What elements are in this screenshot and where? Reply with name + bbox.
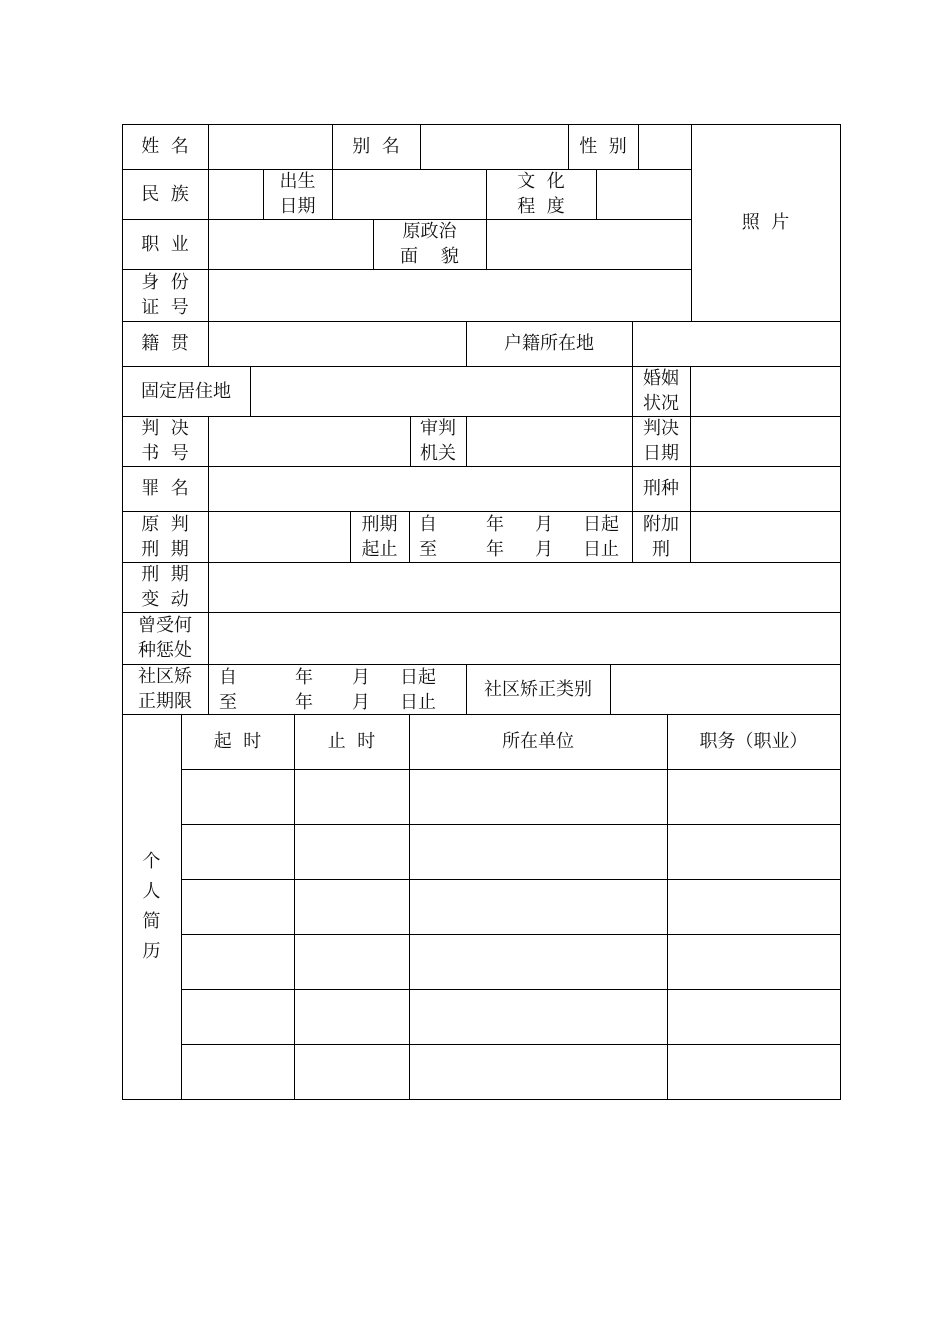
grid-line: [409, 511, 410, 563]
resume-cell-r4-c4[interactable]: [668, 935, 840, 989]
term-to-day-text: 日止: [583, 539, 619, 560]
term-start-end-label: 刑期 起止: [361, 513, 398, 560]
correction-period-label: 社区矫 正期限: [138, 666, 192, 712]
resume-cell-r3-c1[interactable]: [182, 880, 294, 934]
correction-to-month-text: 月: [352, 692, 370, 713]
political-status-label: 原政治 面 貌: [400, 221, 459, 267]
verdict-number-field[interactable]: [209, 417, 410, 466]
correction-from-day-text: 日起: [400, 667, 436, 688]
resume-cell-r6-c2[interactable]: [295, 1045, 409, 1099]
term-from-text: 自: [419, 514, 437, 535]
resume-cell-r5-c4[interactable]: [668, 990, 840, 1044]
name-field[interactable]: [209, 125, 332, 169]
photo-label: 照 片: [741, 212, 790, 233]
correction-to-text: 至: [219, 692, 237, 713]
penalty-type-label: 刑种: [643, 478, 679, 499]
resume-header-end: 止 时: [327, 731, 376, 752]
resume-cell-r5-c3[interactable]: [410, 990, 667, 1044]
term-change-label: 刑 期 变 动: [141, 564, 189, 610]
occupation-field[interactable]: [209, 220, 373, 269]
term-from-day-text: 日起: [583, 514, 619, 535]
crime-field[interactable]: [209, 467, 632, 511]
verdict-date-label: 判决 日期: [643, 418, 679, 464]
resume-cell-r4-c2[interactable]: [295, 935, 409, 989]
additional-penalty-label: 附加 刑: [643, 513, 679, 560]
resume-cell-r2-c1[interactable]: [182, 825, 294, 879]
resume-cell-r2-c3[interactable]: [410, 825, 667, 879]
alias-label: 别 名: [352, 136, 400, 157]
id-number-field[interactable]: [209, 270, 691, 321]
political-status-field[interactable]: [487, 220, 691, 269]
residence-label: 固定居住地: [141, 380, 231, 402]
name-label: 姓 名: [141, 136, 189, 157]
correction-category-label: 社区矫正类别: [484, 678, 592, 700]
additional-penalty-field[interactable]: [691, 512, 840, 562]
native-place-field[interactable]: [209, 322, 466, 366]
ethnicity-label: 民 族: [141, 183, 189, 205]
native-place-label: 籍 贯: [141, 333, 189, 354]
alias-field[interactable]: [421, 125, 568, 169]
marital-status-field[interactable]: [691, 367, 840, 416]
frame-bottom: [122, 1099, 841, 1100]
resume-cell-r3-c2[interactable]: [295, 880, 409, 934]
resume-cell-r1-c4[interactable]: [668, 770, 840, 824]
resume-cell-r1-c3[interactable]: [410, 770, 667, 824]
household-location-label: 户籍所在地: [504, 333, 594, 354]
gender-label: 性 别: [579, 136, 627, 157]
resume-cell-r5-c2[interactable]: [295, 990, 409, 1044]
resume-cell-r6-c3[interactable]: [410, 1045, 667, 1099]
term-from-month-text: 月: [535, 514, 553, 535]
resume-cell-r3-c3[interactable]: [410, 880, 667, 934]
crime-label: 罪 名: [141, 478, 189, 499]
term-to-text: 至: [419, 539, 437, 560]
resume-header-start: 起 时: [213, 731, 262, 752]
term-from-year-text: 年: [486, 514, 504, 535]
resume-header-position: 职务（职业）: [699, 731, 808, 752]
id-number-label: 身 份 证 号: [141, 272, 189, 318]
birth-date-label: 出生 日期: [279, 171, 316, 217]
resume-header-unit: 所在单位: [502, 731, 574, 752]
residence-field[interactable]: [251, 367, 632, 416]
correction-from-text: 自: [219, 667, 237, 688]
correction-to-year-text: 年: [295, 692, 313, 713]
household-location-field[interactable]: [633, 322, 840, 366]
resume-label: 个 人 简 历: [142, 851, 161, 962]
original-sentence-field[interactable]: [209, 512, 350, 562]
grid-line: [208, 664, 209, 715]
resume-cell-r1-c2[interactable]: [295, 770, 409, 824]
penalty-type-field[interactable]: [691, 467, 840, 511]
trial-authority-field[interactable]: [467, 417, 632, 466]
resume-cell-r1-c1[interactable]: [182, 770, 294, 824]
marital-status-label: 婚姻 状况: [643, 368, 679, 414]
resume-cell-r2-c2[interactable]: [295, 825, 409, 879]
prior-punishment-field[interactable]: [209, 613, 840, 664]
original-sentence-label: 原 判 刑 期: [141, 513, 189, 560]
trial-authority-label: 审判 机关: [420, 418, 456, 464]
resume-cell-r3-c4[interactable]: [668, 880, 840, 934]
term-to-year-text: 年: [486, 539, 504, 560]
education-label: 文 化 程 度: [517, 171, 565, 217]
resume-cell-r5-c1[interactable]: [182, 990, 294, 1044]
correction-category-field[interactable]: [611, 665, 840, 714]
correction-from-month-text: 月: [352, 667, 370, 688]
resume-cell-r4-c1[interactable]: [182, 935, 294, 989]
birth-date-field[interactable]: [333, 170, 486, 219]
ethnicity-field[interactable]: [209, 170, 263, 219]
gender-field[interactable]: [639, 125, 691, 169]
resume-cell-r2-c4[interactable]: [668, 825, 840, 879]
verdict-number-label: 判 决 书 号: [141, 418, 189, 464]
verdict-date-field[interactable]: [691, 417, 840, 466]
resume-cell-r6-c1[interactable]: [182, 1045, 294, 1099]
education-field[interactable]: [597, 170, 691, 219]
term-change-field[interactable]: [209, 563, 840, 612]
term-to-month-text: 月: [535, 539, 553, 560]
correction-to-day-text: 日止: [400, 692, 436, 713]
occupation-label: 职 业: [141, 233, 189, 255]
resume-cell-r4-c3[interactable]: [410, 935, 667, 989]
correction-from-year-text: 年: [295, 667, 313, 688]
prior-punishment-label: 曾受何 种惩处: [138, 615, 192, 661]
resume-cell-r6-c4[interactable]: [668, 1045, 840, 1099]
